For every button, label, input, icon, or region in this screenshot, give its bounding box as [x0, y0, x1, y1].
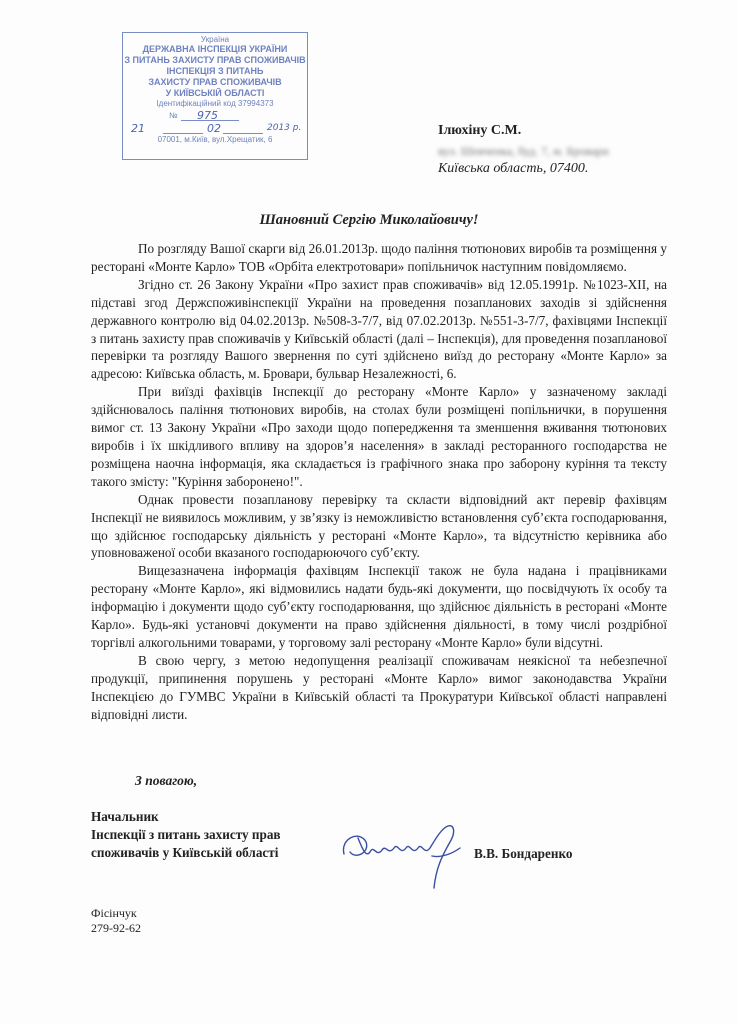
stamp-date-month: 02	[207, 121, 221, 135]
body-paragraph: По розгляду Вашої скарги від 26.01.2013р. щодо паління тютюнових виробів та розміщення у ресторані «Монте Карло» ТОВ «Орбіта електротовари» попільничок наступним повідомляємо.	[91, 241, 667, 274]
executor-block	[91, 906, 141, 936]
stamp-number: 975	[197, 108, 218, 122]
stamp-number-row	[123, 109, 307, 121]
closing: З повагою,	[135, 773, 198, 788]
addressee-name: Ілюхіну С.М.	[438, 123, 522, 138]
addressee-region: Київська область, 07400.	[438, 161, 589, 176]
addressee-block	[438, 122, 609, 178]
handwritten-signature	[336, 808, 476, 898]
official-stamp	[122, 32, 308, 160]
stamp-date-row	[123, 121, 307, 135]
stamp-line: Україна	[200, 35, 230, 44]
signatory-name: В.В. Бондаренко	[474, 846, 573, 861]
stamp-address: 07001, м.Київ, вул.Хрещатик, 6	[157, 134, 273, 144]
body-paragraph: При виїзді фахівців Інспекції до ресторану «Монте Карло» у зазначеному закладі здійснювалось паління тютюнових виробів, на столах були розміщені попільнички, в порушення вимог ст. 13 Закону України «Про заходи щодо попередження та зменшення вживання тютюнових виробів і їх шкідливого впливу на здоров’я населення» в закладі ресторанного господарства не розміщена наочна інформація, яка складається із графічного знака про заборону куріння та тексту такого змісту: "Куріння заборонено!".	[91, 384, 667, 489]
signatory-title-line: споживачів у Київській області	[91, 844, 279, 860]
stamp-line: У КИЇВСЬКІЙ ОБЛАСТІ	[165, 88, 265, 99]
stamp-line: З ПИТАНЬ ЗАХИСТУ ПРАВ СПОЖИВАЧІВ	[124, 55, 306, 66]
body-paragraph: Однак провести позапланову перевірку та скласти відповідний акт перевір фахівцям Інспекції не виявилось можливим, у зв’язку із неможливістю встановлення суб’єкта господарювання, що здійснює господарську діяльність у ресторані «Монте Карло», та відсутністю керівника або уповноваженої особи вказаного господарюючого суб’єкту.	[91, 491, 667, 561]
executor-name: Фісінчук	[91, 906, 137, 920]
stamp-line: ДЕРЖАВНА ІНСПЕКЦІЯ УКРАЇНИ	[142, 44, 288, 55]
executor-phone: 279-92-62	[91, 921, 141, 935]
body-paragraph: В свою чергу, з метою недопущення реалізації споживачам неякісної та небезпечної продукції, припинення порушень у ресторані «Монте Карло» вимог законодавства України Інспекцією до ГУМВС України в Київській області та Прокуратури Київської області направлені відповідні листи.	[91, 652, 667, 722]
signatory-title	[91, 808, 281, 862]
addressee-street-redacted: вул. Шевченка, буд. 7, м. Бровари	[438, 144, 609, 158]
stamp-date-year: 2013 р.	[267, 122, 302, 133]
greeting: Шановний Сергію Миколайовичу!	[259, 212, 479, 228]
stamp-date-day: 21	[131, 121, 145, 135]
stamp-line: Ідентифікаційний код 37994373	[156, 99, 274, 109]
stamp-line: ІНСПЕКЦІЯ З ПИТАНЬ	[166, 66, 264, 77]
signatory-title-line: Інспекції з питань захисту прав	[91, 826, 281, 842]
body-paragraph: Згідно ст. 26 Закону України «Про захист прав споживачів» від 12.05.1991р. №1023-ХІІ, на підставі згод Держспоживінспекції України на проведення позапланових заходів зі здійснення державного контролю від 04.02.2013р. №508-3-7/7, від 07.02.2013р. №551-3-7/7, фахівцями Інспекції з питань захисту прав споживачів у Київській області (далі – Інспекція), для проведення позапланової перевірки та розгляду Вашого звернення по суті здійснено виїзд до ресторану «Монте Карло» за адресою: Київська область, м. Бровари, бульвар Незалежності, 6.	[91, 276, 667, 382]
stamp-number-prefix: №	[169, 110, 178, 120]
stamp-line: ЗАХИСТУ ПРАВ СПОЖИВАЧІВ	[148, 77, 282, 88]
body-paragraph: Вищезазначена інформація фахівцям Інспекції також не була надана і працівниками ресторану «Монте Карло», які відмовились надати будь-які документи, що посвідчують їх особу та інформацію і документи щодо суб’єкту господарювання, що здійснює діяльність в ресторані «Монте Карло». Будь-які установчі документи на право здійснення діяльності, в тому числі роздрібної торгівлі алкогольними товарами, у торговому залі ресторану «Монте Карло» були відсутні.	[91, 563, 667, 650]
letter-body	[91, 240, 667, 723]
signatory-title-line: Начальник	[91, 809, 159, 824]
